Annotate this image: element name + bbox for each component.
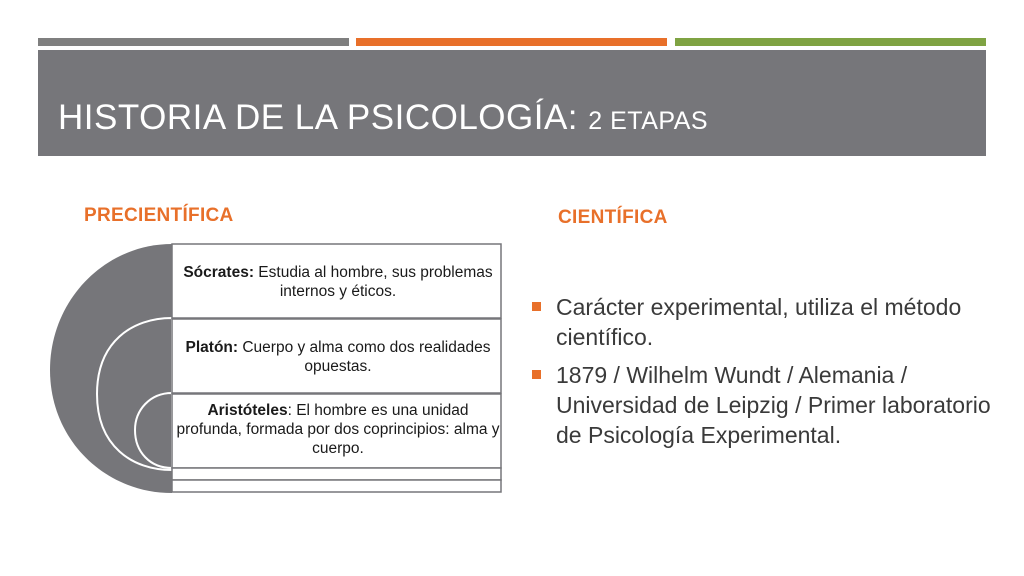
platon-text [174, 338, 502, 376]
square-bullet-icon [532, 302, 541, 311]
aristoteles-text [174, 401, 502, 458]
box-stack-bottom-2 [172, 480, 501, 492]
platon-name: Platón: [185, 339, 239, 356]
bullet-item [532, 360, 992, 450]
title-sub: 2 ETAPAS [588, 107, 709, 135]
bullet-text: Carácter experimental, utiliza el método científico. [556, 294, 962, 350]
title-main: HISTORIA DE LA PSICOLOGÍA: [58, 98, 579, 137]
heading-precientifica: PRECIENTÍFICA [84, 205, 234, 226]
aristoteles-name: Aristóteles [207, 402, 288, 419]
box-stack-bottom-1 [172, 468, 501, 480]
aristoteles-desc: : El hombre es una unidad profunda, formada por dos coprincipios: alma y cuerpo. [176, 402, 500, 457]
socrates-name: Sócrates: [183, 264, 254, 281]
socrates-desc: Estudia al hombre, sus problemas internos y éticos. [254, 264, 493, 300]
socrates-text [174, 263, 502, 301]
heading-cientifica: CIENTÍFICA [558, 207, 668, 228]
platon-desc: Cuerpo y alma como dos realidades opuestas. [238, 339, 491, 375]
square-bullet-icon [532, 370, 541, 379]
bullet-text: 1879 / Wilhelm Wundt / Alemania / Universidad de Leipzig / Primer laboratorio de Psicología Experimental. [556, 362, 991, 448]
cientifica-bullets [532, 292, 992, 458]
bullet-item [532, 292, 992, 352]
